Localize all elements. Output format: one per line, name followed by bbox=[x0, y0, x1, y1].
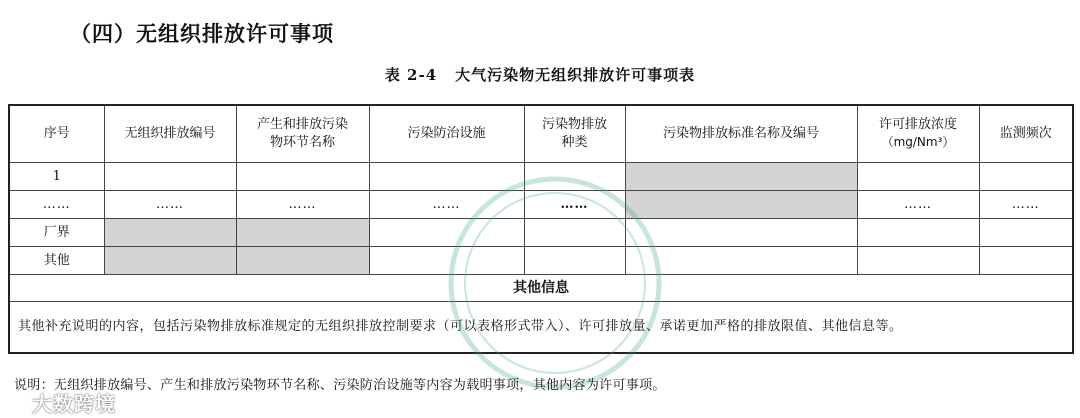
table-number: 表 2-4 bbox=[384, 66, 438, 84]
header-conc-unit: （mg/Nm³） bbox=[881, 135, 955, 149]
header-standard: 污染物排放标准名称及编号 bbox=[625, 105, 857, 163]
table-cell bbox=[369, 247, 524, 275]
table-note: 说明：无组织排放编号、产生和排放污染物环节名称、污染防治设施等内容为载明事项，其他内容为许可事项。 bbox=[14, 378, 666, 393]
other-info-title: 其他信息 bbox=[9, 275, 1073, 302]
header-link bbox=[236, 105, 369, 163]
watermark bbox=[8, 388, 116, 417]
table-row bbox=[9, 163, 1073, 191]
table-cell bbox=[625, 219, 857, 247]
brand-logo-icon bbox=[8, 394, 28, 414]
table-cell bbox=[524, 247, 625, 275]
header-type bbox=[524, 105, 625, 163]
header-seq: 序号 bbox=[9, 105, 104, 163]
watermark-text: 大数跨境 bbox=[32, 392, 116, 416]
fugitive-emission-permit-table bbox=[8, 104, 1074, 354]
ellipsis-cell: …… bbox=[524, 191, 625, 219]
table-cell bbox=[857, 219, 979, 247]
table-cell bbox=[236, 163, 369, 191]
header-link-line1: 产生和排放污染 bbox=[256, 117, 348, 133]
gray-cell bbox=[104, 247, 236, 275]
ellipsis-cell: …… bbox=[9, 191, 104, 219]
gray-cell bbox=[625, 191, 857, 219]
row-other-label: 其他 bbox=[9, 247, 104, 275]
ellipsis-cell: …… bbox=[979, 191, 1073, 219]
table-cell bbox=[857, 163, 979, 191]
header-type-line2: 种类 bbox=[561, 135, 588, 150]
table-cell bbox=[979, 247, 1073, 275]
ellipsis-cell: …… bbox=[104, 191, 236, 219]
table-cell bbox=[104, 163, 236, 191]
other-info-title-row bbox=[9, 275, 1073, 302]
ellipsis-cell: …… bbox=[857, 191, 979, 219]
table-cell bbox=[369, 219, 524, 247]
header-facility: 污染防治设施 bbox=[369, 105, 524, 163]
header-concentration bbox=[857, 105, 979, 163]
gray-cell bbox=[236, 247, 369, 275]
header-type-line1: 污染物排放 bbox=[541, 117, 607, 133]
header-link-line2: 物环节名称 bbox=[269, 135, 335, 150]
table-title: 大气污染物无组织排放许可事项表 bbox=[455, 66, 696, 84]
header-code: 无组织排放编号 bbox=[104, 105, 236, 163]
table-cell bbox=[369, 163, 524, 191]
table-cell bbox=[979, 219, 1073, 247]
table-cell bbox=[524, 219, 625, 247]
row-boundary-label: 厂界 bbox=[9, 219, 104, 247]
table-cell bbox=[625, 247, 857, 275]
table-caption bbox=[0, 64, 1080, 85]
row1-seq: 1 bbox=[9, 163, 104, 191]
table-row bbox=[9, 191, 1073, 219]
other-info-body-row bbox=[9, 302, 1073, 354]
gray-cell bbox=[236, 219, 369, 247]
ellipsis-cell: …… bbox=[369, 191, 524, 219]
ellipsis-cell: …… bbox=[236, 191, 369, 219]
table-cell bbox=[857, 247, 979, 275]
header-conc-line1: 许可排放浓度 bbox=[878, 117, 957, 133]
gray-cell bbox=[104, 219, 236, 247]
table-cell bbox=[979, 163, 1073, 191]
table-row bbox=[9, 247, 1073, 275]
gray-cell bbox=[625, 163, 857, 191]
section-heading: （四）无组织排放许可事项 bbox=[70, 22, 334, 46]
header-frequency: 监测频次 bbox=[979, 105, 1073, 163]
other-info-body: 其他补充说明的内容，包括污染物排放标准规定的无组织排放控制要求（可以表格形式带入）、许可排放量、承诺更加严格的排放限值、其他信息等。 bbox=[9, 302, 1073, 354]
table-cell bbox=[524, 163, 625, 191]
header-row bbox=[9, 105, 1073, 163]
table-row bbox=[9, 219, 1073, 247]
